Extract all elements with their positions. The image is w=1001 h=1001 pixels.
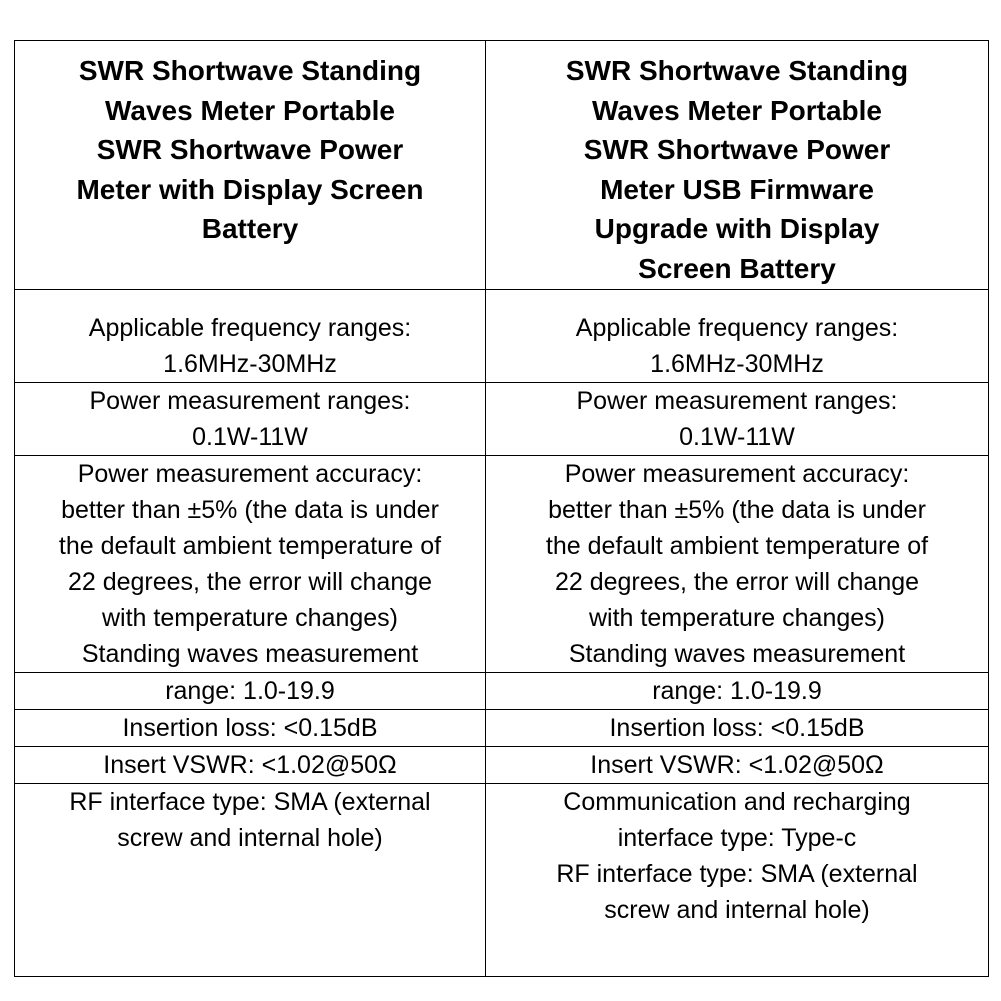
insertion-loss-cell-left: Insertion loss: <0.15dB <box>15 710 486 747</box>
title-line: Upgrade with Display <box>594 213 880 244</box>
title-line: Meter with Display Screen <box>76 173 424 205</box>
spec-line: 1.6MHz-30MHz <box>650 350 824 378</box>
vswr-row <box>15 747 989 784</box>
spec-line: 1.6MHz-30MHz <box>163 350 337 378</box>
vswr-cell-left: Insert VSWR: <1.02@50Ω <box>15 747 486 784</box>
spec-line: 0.1W-11W <box>192 423 308 451</box>
spec-line: 0.1W-11W <box>679 423 795 451</box>
frequency-cell-right <box>486 290 989 383</box>
spec-line: interface type: Type-c <box>617 824 857 852</box>
insertion-loss-cell-right: Insertion loss: <0.15dB <box>486 710 989 747</box>
frequency-cell-left <box>15 290 486 383</box>
title-line: Meter USB Firmware <box>600 173 874 205</box>
spec-comparison-table <box>14 40 989 977</box>
insertion-loss-row <box>15 710 989 747</box>
spec-line: Power measurement ranges: <box>576 387 898 415</box>
spec-line: 22 degrees, the error will change <box>554 568 920 596</box>
spec-line: screw and internal hole) <box>604 896 870 924</box>
accuracy-cell-right <box>486 456 989 673</box>
title-row <box>15 41 989 290</box>
spec-line: with temperature changes) <box>102 604 398 632</box>
frequency-row <box>15 290 989 383</box>
spec-line: RF interface type: SMA (external <box>556 860 918 888</box>
spec-line: Applicable frequency ranges: <box>88 314 412 342</box>
spec-line: 22 degrees, the error will change <box>67 568 433 596</box>
spec-line: screw and internal hole) <box>117 824 383 852</box>
title-line: Screen Battery <box>638 252 836 284</box>
title-line: Battery <box>201 213 299 244</box>
interface-cell-left <box>15 784 486 977</box>
title-line: Waves Meter Portable <box>105 94 395 126</box>
power-range-cell-left <box>15 383 486 456</box>
title-line: SWR Shortwave Standing <box>565 55 909 86</box>
spec-line: Communication and recharging <box>563 788 911 816</box>
spec-line: better than ±5% (the data is under <box>548 496 926 524</box>
spec-line: Standing waves measurement <box>81 640 419 668</box>
spec-line: Power measurement ranges: <box>89 387 411 415</box>
spec-line: Applicable frequency ranges: <box>575 314 899 342</box>
power-range-row <box>15 383 989 456</box>
spec-line: the default ambient temperature of <box>58 532 442 560</box>
accuracy-row <box>15 456 989 673</box>
title-cell-right <box>486 41 989 290</box>
swr-range-cell-left: range: 1.0-19.9 <box>15 673 486 710</box>
title-cell-left <box>15 41 486 290</box>
vswr-cell-right: Insert VSWR: <1.02@50Ω <box>486 747 989 784</box>
title-line: SWR Shortwave Standing <box>78 55 422 86</box>
spec-line: Power measurement accuracy: <box>564 460 910 488</box>
power-range-cell-right <box>486 383 989 456</box>
spec-line: Standing waves measurement <box>568 640 906 668</box>
accuracy-cell-left <box>15 456 486 673</box>
spec-line: RF interface type: SMA (external <box>69 788 431 816</box>
swr-range-cell-right: range: 1.0-19.9 <box>486 673 989 710</box>
title-line: SWR Shortwave Power <box>96 134 404 165</box>
interface-row <box>15 784 989 977</box>
spec-line: with temperature changes) <box>589 604 885 632</box>
spec-line: Power measurement accuracy: <box>77 460 423 488</box>
title-line: Waves Meter Portable <box>592 94 882 126</box>
spec-line: the default ambient temperature of <box>545 532 929 560</box>
spec-line: better than ±5% (the data is under <box>61 496 439 524</box>
interface-cell-right <box>486 784 989 977</box>
title-line: SWR Shortwave Power <box>583 134 891 165</box>
swr-range-row <box>15 673 989 710</box>
